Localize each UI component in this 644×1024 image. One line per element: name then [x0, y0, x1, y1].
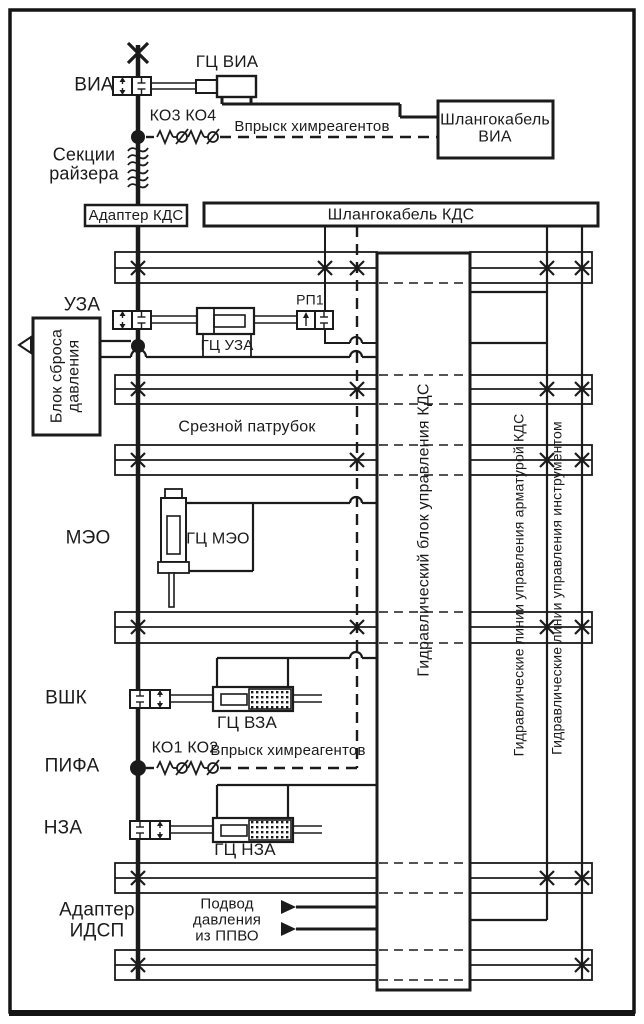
vent-arrow-icon	[19, 337, 31, 353]
adapter-kds-label: Адаптер КДС	[88, 206, 184, 224]
gc-via-label: ГЦ ВИА	[195, 51, 259, 71]
injection-top-label: Впрыск химреагентов	[234, 117, 390, 135]
meo-cylinder-body	[161, 498, 186, 562]
instrument-lines-label: Гидравлические линии управления инструментом	[548, 421, 565, 755]
nza-assembly	[130, 785, 377, 842]
via-cylinder-body	[217, 76, 256, 97]
ko3-ko4-label: КО3 КО4	[149, 107, 217, 125]
nza-label: НЗА	[43, 817, 83, 839]
rp1-label: РП1	[296, 291, 324, 308]
check-valve-ko2-icon	[188, 760, 219, 775]
junction-dot	[131, 130, 145, 144]
shear-sub-label: Срезной патрубок	[178, 418, 316, 436]
vshk-assembly	[130, 652, 377, 711]
vshk-label: ВШК	[45, 687, 87, 709]
injection-bottom-label: Впрыск химреагентов	[210, 741, 366, 759]
ppvo-supply-label: Подвод давления из ППВО	[192, 895, 262, 946]
uza-label: УЗА	[63, 294, 101, 316]
hose-via-label: Шлангокабель ВИА	[440, 111, 550, 146]
pressure-relief-label: Блок сброса давления	[48, 328, 83, 424]
junction-dot	[131, 339, 145, 353]
ko1-ko2-label: КО1 КО2	[151, 739, 219, 757]
check-valve-ko4-icon	[188, 129, 219, 144]
meo-label: МЭО	[65, 527, 111, 549]
pifa-label: ПИФА	[44, 755, 100, 777]
via-label: ВИА	[74, 74, 114, 96]
via-cylinder-feed-line	[222, 97, 438, 117]
nza-cylinder-hatch	[249, 820, 291, 840]
meo-assembly	[158, 489, 377, 607]
check-valve-ko1-icon	[157, 760, 188, 775]
vza-cylinder-hatch	[249, 689, 291, 709]
gc-nza-label: ГЦ НЗА	[214, 839, 276, 859]
arrow-right-icon	[281, 900, 296, 914]
gc-vza-label: ГЦ ВЗА	[216, 712, 278, 732]
via-cylinder-piston	[196, 80, 217, 93]
check-valve-ko3-icon	[157, 129, 188, 144]
gc-meo-label: ГЦ МЭО	[186, 530, 250, 548]
gc-uza-label: ГЦ УЗА	[200, 336, 254, 354]
ppvo-supply-lines	[281, 900, 377, 936]
armature-lines-label: Гидравлические линии управления арматурой КДС	[510, 413, 527, 757]
meo-cylinder-rod	[169, 573, 174, 607]
arrow-right-icon	[281, 922, 296, 936]
adapter-idsp-label: Адаптер ИДСП	[59, 899, 135, 941]
hydraulic-block-label: Гидравлический блок управления КДС	[415, 383, 433, 677]
riser-sections-label: Секции райзера	[49, 144, 119, 184]
junction-dot	[130, 760, 146, 776]
injection-line-bottom	[130, 760, 357, 776]
hose-kds-label: Шлангокабель КДС	[327, 206, 475, 224]
